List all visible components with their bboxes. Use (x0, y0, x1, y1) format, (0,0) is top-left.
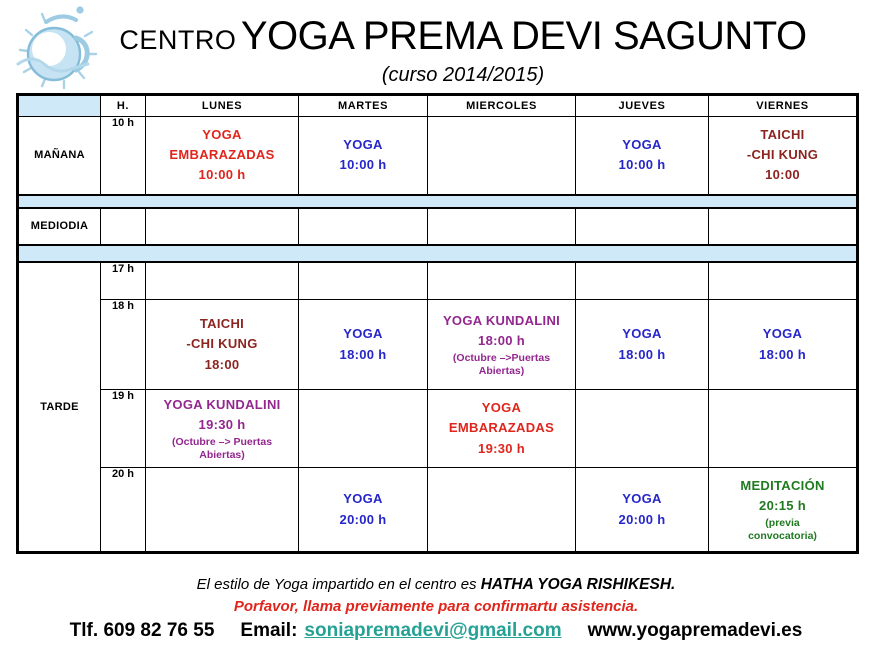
day-header-martes: MARTES (299, 95, 428, 117)
cell-jueves-17h (576, 262, 709, 300)
schedule-table (16, 93, 859, 554)
divider-band (18, 245, 858, 262)
class-text-line: YOGA (202, 127, 242, 143)
cell-martes-18h (299, 300, 428, 390)
class-text-line: 20:00 h (339, 511, 387, 527)
class-text-line: TAICHI (199, 316, 245, 332)
course-subtitle: (curso 2014/2015) (381, 64, 545, 86)
cell-martes-20h (299, 468, 428, 553)
section-label-tarde: TARDE (18, 262, 101, 553)
cell-martes-mediodia (299, 208, 428, 245)
section-label-manana: MAÑANA (18, 117, 101, 195)
hour-cell-17h: 17 h (101, 262, 146, 300)
class-text-line: 18:00 (204, 356, 240, 372)
class-text-line: 19:30 h (478, 440, 525, 456)
cell-lunes-10h (146, 117, 299, 195)
website-url: www.yogapremadevi.es (587, 620, 803, 641)
schedule-row-20h (18, 468, 858, 553)
contact-line (0, 620, 872, 642)
day-header-viernes: VIERNES (709, 95, 858, 117)
class-text-line: 18:00 h (618, 346, 666, 362)
class-text-line: 20:15 h (759, 498, 806, 514)
day-header-miercoles: MIERCOLES (428, 95, 576, 117)
schedule-row-10h (18, 117, 858, 195)
page-title (110, 14, 816, 59)
email-group (240, 620, 561, 642)
phone-number: Tlf. 609 82 76 55 (69, 620, 215, 641)
style-note-prefix: El estilo de Yoga impartido en el centro es (196, 576, 481, 593)
class-note-line: (Octubre –> Puertas (171, 435, 273, 448)
cell-jueves-mediodia (576, 208, 709, 245)
class-text-line: 18:00 h (339, 346, 387, 362)
cell-lunes-mediodia (146, 208, 299, 245)
title-centro: CENTRO (119, 25, 237, 55)
class-text-line: 10:00 h (198, 167, 246, 183)
class-text-line: 10:00 h (339, 157, 387, 173)
class-text-line: EMBARAZADAS (169, 147, 275, 163)
cell-miercoles-mediodia (428, 208, 576, 245)
header-row (18, 95, 858, 117)
class-text-line: 19:30 h (198, 417, 246, 433)
class-text-line: YOGA (622, 326, 662, 342)
cell-jueves-19h (576, 390, 709, 468)
cell-viernes-20h (709, 468, 858, 553)
cell-viernes-mediodia (709, 208, 858, 245)
cell-viernes-19h (709, 390, 858, 468)
hour-cell-18h: 18 h (101, 300, 146, 390)
class-text-line: -CHI KUNG (186, 336, 258, 352)
schedule-row-18h (18, 300, 858, 390)
class-text-line: YOGA (762, 326, 803, 342)
hour-cell-20h: 20 h (101, 468, 146, 553)
class-note-line: Abiertas) (478, 364, 525, 377)
class-note-line: (Octubre –>Puertas (452, 351, 551, 364)
title-main: YOGA PREMA DEVI SAGUNTO (240, 14, 807, 58)
divider-band-row (18, 195, 858, 208)
divider-band-row (18, 245, 858, 262)
class-text-line: 20:00 h (618, 511, 666, 527)
corner-cell (18, 95, 101, 117)
section-label-mediodia: MEDIODIA (18, 208, 101, 245)
hour-cell-mediodia (101, 208, 146, 245)
cell-viernes-10h (709, 117, 858, 195)
cell-lunes-20h (146, 468, 299, 553)
class-text-line: -CHI KUNG (746, 147, 819, 163)
cell-jueves-10h (576, 117, 709, 195)
class-text-line: 18:00 h (478, 333, 525, 349)
schedule-row-mediodia (18, 208, 858, 245)
class-note-line: (previa (765, 516, 800, 529)
cell-miercoles-18h (428, 300, 576, 390)
email-label: Email: (240, 620, 298, 641)
day-header-jueves: JUEVES (576, 95, 709, 117)
cell-miercoles-10h (428, 117, 576, 195)
cell-lunes-18h (146, 300, 299, 390)
cell-miercoles-17h (428, 262, 576, 300)
class-note-line: convocatoria) (748, 529, 817, 542)
cell-viernes-18h (709, 300, 858, 390)
class-text-line: 10:00 h (618, 157, 666, 173)
schedule-row-17h (18, 262, 858, 300)
schedule-row-19h (18, 390, 858, 468)
cell-jueves-20h (576, 468, 709, 553)
cell-viernes-17h (709, 262, 858, 300)
email-link[interactable]: soniapremadevi@gmail.com (304, 620, 562, 641)
class-text-line: YOGA (343, 137, 383, 153)
hour-cell-10h: 10 h (101, 117, 146, 195)
class-text-line: YOGA (481, 400, 522, 416)
class-text-line: EMBARAZADAS (448, 420, 555, 436)
hour-header-cell: H. (101, 95, 146, 117)
cell-martes-19h (299, 390, 428, 468)
style-note (0, 576, 872, 594)
day-header-lunes: LUNES (146, 95, 299, 117)
class-text-line: TAICHI (760, 127, 805, 143)
divider-band (18, 195, 858, 208)
cell-miercoles-20h (428, 468, 576, 553)
om-logo-icon (12, 2, 110, 92)
cell-lunes-17h (146, 262, 299, 300)
class-note-line: Abiertas) (199, 448, 245, 461)
cell-martes-17h (299, 262, 428, 300)
warning-note: Porfavor, llama previamente para confirmartu asistencia. (233, 598, 639, 615)
class-text-line: YOGA (343, 326, 383, 342)
cell-martes-10h (299, 117, 428, 195)
hour-cell-19h: 19 h (101, 390, 146, 468)
class-text-line: YOGA (622, 137, 662, 153)
class-text-line: YOGA KUNDALINI (442, 313, 561, 329)
class-text-line: YOGA (343, 491, 383, 507)
class-text-line: 18:00 h (759, 346, 806, 362)
cell-jueves-18h (576, 300, 709, 390)
class-text-line: MEDITACIÓN (740, 478, 825, 494)
style-note-bold: HATHA YOGA RISHIKESH. (480, 576, 676, 593)
class-text-line: YOGA (622, 491, 662, 507)
class-text-line: 10:00 (765, 167, 800, 183)
class-text-line: YOGA KUNDALINI (163, 397, 281, 413)
cell-miercoles-19h (428, 390, 576, 468)
cell-lunes-19h (146, 390, 299, 468)
